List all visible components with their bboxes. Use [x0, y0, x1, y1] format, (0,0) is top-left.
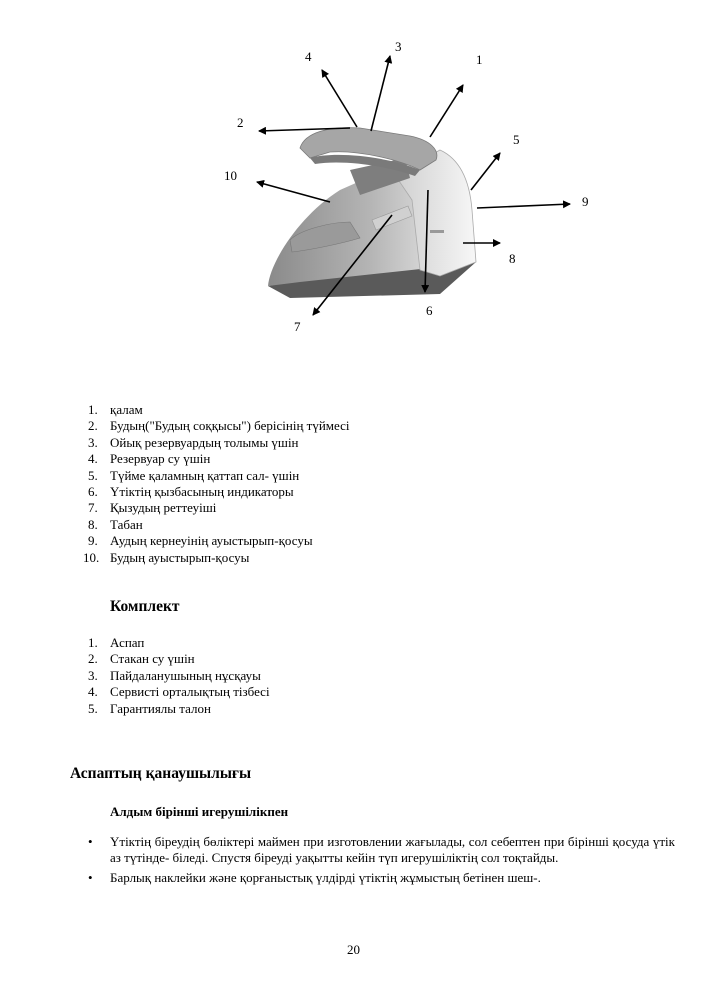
callout-arrow-10: [257, 182, 330, 202]
bullet-text: Барлық наклейки және қорғаныстық үлдірді үтіктің жұмыстың бетінен шеш-.: [110, 870, 541, 885]
callout-arrow-1: [430, 85, 463, 137]
list-item: [83, 549, 350, 566]
callout-label-6: 6: [426, 303, 433, 318]
callout-label-4: 4: [305, 49, 312, 64]
bullet-icon: •: [88, 870, 93, 885]
callout-arrow-9: [477, 204, 570, 208]
parts-list: [83, 402, 350, 566]
list-item: [88, 533, 350, 549]
list-text: Резервуар су үшін: [110, 451, 211, 467]
list-number: 5.: [88, 700, 98, 716]
list-text: Қызудың реттеуіші: [110, 500, 217, 516]
page-number: 20: [347, 942, 360, 957]
list-text: Сервисті орталықтың тізбесі: [110, 684, 270, 700]
callout-label-10: 10: [224, 168, 237, 183]
list-number: 6.: [88, 484, 98, 500]
list-number: 5.: [88, 467, 98, 483]
callout-arrow-4: [322, 70, 357, 127]
list-number: 10.: [83, 549, 100, 565]
list-text: Будың("Будың соққысы") берісінің түймесі: [110, 418, 350, 434]
list-item: [88, 517, 350, 533]
callout-arrow-5: [471, 153, 500, 190]
usage-heading: Аспаптың қанаушылығы: [70, 765, 252, 782]
list-text: Стакан су үшін: [110, 651, 195, 667]
list-text: Пайдаланушының нұсқауы: [110, 667, 261, 683]
list-text: Будың ауыстырып-қосуы: [110, 549, 250, 565]
list-item: [88, 684, 270, 700]
iron-illustration: [268, 128, 476, 298]
list-number: 4.: [88, 684, 98, 700]
list-item: [88, 651, 270, 667]
list-number: 2.: [88, 418, 98, 434]
list-text: Аудың кернеуінің ауыстырып-қосуы: [110, 533, 313, 549]
list-number: 1.: [88, 635, 98, 650]
list-item: [88, 484, 350, 500]
callout-label-9: 9: [582, 194, 589, 209]
callout-arrow-3: [371, 56, 390, 131]
list-item: [88, 701, 270, 717]
iron-diagram: [0, 0, 707, 350]
list-item: [88, 451, 350, 467]
callout-label-8: 8: [509, 251, 516, 266]
callout-label-5: 5: [513, 132, 520, 147]
list-item: [88, 418, 350, 434]
list-item: [88, 668, 270, 684]
list-number: 3.: [88, 434, 98, 450]
callout-label-2: 2: [237, 115, 244, 130]
callout-label-7: 7: [294, 319, 301, 334]
bullet-item: [88, 870, 675, 886]
list-number: 1.: [88, 402, 98, 417]
list-text: Түйме қаламның қаттап сал- үшін: [110, 467, 300, 483]
list-number: 8.: [88, 516, 98, 532]
list-text: Табан: [110, 516, 143, 532]
list-number: 9.: [88, 533, 98, 549]
list-text: Ойық резервуардың толымы үшін: [110, 434, 299, 450]
list-item: [88, 402, 350, 418]
set-list: [88, 635, 270, 717]
list-number: 4.: [88, 451, 98, 467]
list-number: 3.: [88, 667, 98, 683]
first-use-bullets: [88, 834, 675, 890]
callout-label-1: 1: [476, 52, 483, 67]
list-item: [88, 635, 270, 651]
first-use-heading: Алдым бірінші игерушілікпен: [110, 804, 289, 819]
bullet-icon: •: [88, 834, 93, 849]
list-text: Аспап: [110, 635, 145, 650]
list-number: 7.: [88, 500, 98, 516]
list-item: [88, 500, 350, 516]
set-heading: Комплект: [110, 598, 180, 615]
callout-label-3: 3: [395, 39, 402, 54]
list-text: Гарантиялы талон: [110, 700, 211, 716]
list-text: Үтіктің қызбасының индикаторы: [110, 484, 294, 500]
bullet-text: Үтіктің біреудің бөліктері маймен при изготовлении жағылады, сол себептен при бірінші қосуда үтік аз түтінде- біледі. Спустя біреуді уақытты кейін түп игерушіліктің сол тоқтайды.: [110, 834, 675, 865]
list-text: қалам: [110, 402, 143, 417]
list-item: [88, 468, 350, 484]
bullet-item: [88, 834, 675, 866]
list-item: [88, 435, 350, 451]
list-number: 2.: [88, 651, 98, 667]
